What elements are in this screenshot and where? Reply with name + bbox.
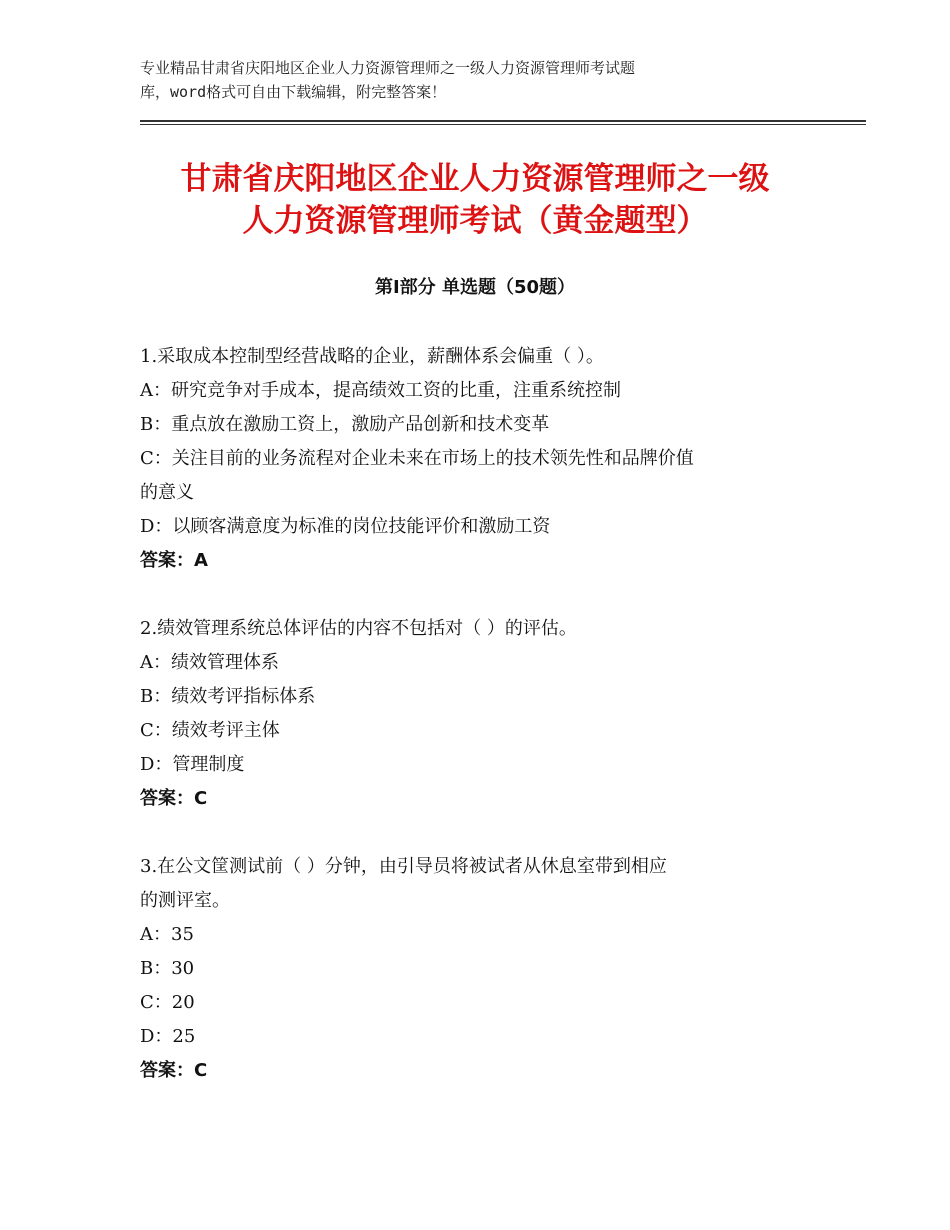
section-title: 第Ⅰ部分 单选题（50题） (374, 277, 575, 298)
question-3 (140, 850, 810, 1088)
header-note-line-1: 专业精品甘肃省庆阳地区企业人力资源管理师之一级人力资源管理师考试题 (140, 59, 636, 77)
option-c: C：20 (140, 992, 195, 1013)
question-list (140, 340, 810, 1122)
header-divider-thin (140, 124, 866, 125)
option-c-continued: 的意义 (140, 482, 194, 503)
question-stem-continued: 的测评室。 (140, 890, 230, 911)
option-a: A：35 (140, 924, 194, 945)
question-2 (140, 612, 810, 816)
header-note-line-2: 库，word格式可自由下载编辑，附完整答案！ (140, 83, 447, 101)
option-b: B：重点放在激励工资上，激励产品创新和技术变革 (140, 414, 550, 435)
option-a: A：研究竞争对手成本，提高绩效工资的比重，注重系统控制 (140, 380, 621, 401)
answer: 答案：A (140, 550, 208, 571)
option-b: B：30 (140, 958, 195, 979)
option-d: D：管理制度 (140, 754, 245, 775)
question-stem: 1.采取成本控制型经营战略的企业，薪酬体系会偏重（ ）。 (140, 346, 604, 367)
answer: 答案：C (140, 788, 208, 809)
document-title-line-1: 甘肃省庆阳地区企业人力资源管理师之一级 (180, 161, 770, 197)
header-note (140, 56, 800, 104)
document-title-line-2: 人力资源管理师考试（黄金题型） (242, 203, 708, 239)
header-divider-thick (140, 120, 866, 122)
option-a: A：绩效管理体系 (140, 652, 279, 673)
document-title (100, 158, 850, 242)
option-d: D：以顾客满意度为标准的岗位技能评价和激励工资 (140, 516, 551, 537)
option-d: D：25 (140, 1026, 196, 1047)
question-1 (140, 340, 810, 578)
answer: 答案：C (140, 1060, 208, 1081)
option-c: C：绩效考评主体 (140, 720, 280, 741)
option-b: B：绩效考评指标体系 (140, 686, 316, 707)
question-stem: 2.绩效管理系统总体评估的内容不包括对（ ）的评估。 (140, 618, 577, 639)
question-stem: 3.在公文筐测试前（ ）分钟，由引导员将被试者从休息室带到相应 (140, 856, 667, 877)
option-c: C：关注目前的业务流程对企业未来在市场上的技术领先性和品牌价值 (140, 448, 694, 469)
